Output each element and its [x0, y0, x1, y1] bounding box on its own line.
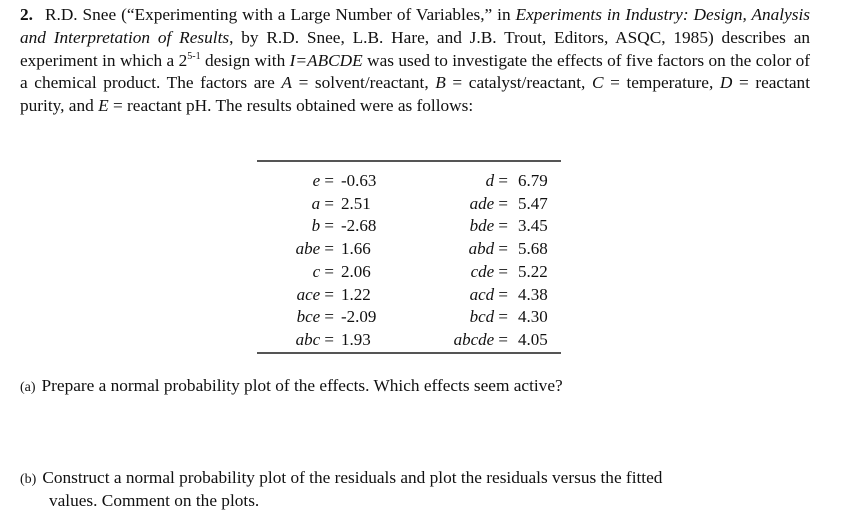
intro-text-2: , by R.D. Snee, L.B. Hare, and J.B. Trout, Editors, ASQC, 1985) describes an experiment in which a 2 — [20, 27, 810, 70]
equals-sign: = — [320, 261, 334, 281]
left-run-label — [257, 193, 334, 216]
right-run-value: 6.79 — [518, 171, 548, 190]
left-run-value: -2.68 — [341, 216, 377, 236]
right-run-label — [397, 261, 508, 284]
part-b-text-1: Construct a normal probability plot of the residuals and plot the residuals versus the fitted — [42, 468, 663, 487]
intro-text-7: = temperature, — [603, 73, 720, 93]
equals-sign: = — [494, 261, 508, 281]
right-run-value: 5.47 — [518, 193, 548, 213]
right-run-value: 5.68 — [518, 239, 548, 259]
intro-text-1: R.D. Snee (“Experimenting with a Large Number of Variables,” in — [44, 5, 516, 24]
treatment-combination: c — [312, 261, 321, 281]
treatment-combination: b — [311, 216, 321, 236]
treatment-combination: ace — [296, 284, 321, 304]
treatment-combination: bcd — [469, 307, 495, 327]
left-run-label — [257, 170, 334, 193]
right-run-label — [397, 238, 508, 261]
right-run-label — [397, 215, 508, 238]
intro-text-8: = reactant purity, and — [20, 73, 811, 116]
intro-text-3: design with — [200, 50, 290, 70]
left-run-label — [257, 284, 334, 307]
equals-sign: = — [494, 307, 508, 327]
intro-text-5: = solvent/reactant, — [291, 73, 436, 93]
right-run-label — [397, 193, 508, 216]
intro-text-9: = reactant pH. The results obtained were as follows: — [108, 96, 474, 116]
design-superscript: 5-1 — [187, 50, 201, 62]
equals-sign: = — [320, 239, 334, 259]
factor-e: E — [98, 96, 109, 116]
intro-text-4: was used to investigate the effects of five factors on the color of a chemical product. The factors are — [20, 50, 810, 93]
right-run-label — [397, 284, 508, 307]
treatment-combination: cde — [470, 261, 495, 281]
left-run-value: 2.06 — [341, 261, 371, 281]
right-run-label — [397, 170, 508, 193]
factor-d: D — [719, 73, 733, 93]
right-run-value: 4.38 — [518, 284, 548, 304]
defining-relation: I=ABCDE — [289, 50, 363, 70]
left-run-value: 1.22 — [341, 284, 371, 304]
left-run-label — [257, 329, 334, 352]
right-run-label — [397, 329, 508, 352]
problem-intro — [20, 4, 810, 118]
treatment-combination: acd — [469, 284, 495, 304]
left-run-label — [257, 215, 334, 238]
treatment-combination: d — [485, 171, 495, 190]
treatment-combination: abe — [295, 239, 321, 259]
part-b-label: (b) — [20, 472, 37, 487]
factor-b: B — [435, 73, 446, 93]
equals-sign: = — [320, 329, 334, 349]
factor-a: A — [281, 73, 292, 93]
right-run-value: 4.05 — [518, 329, 548, 349]
left-run-label — [257, 306, 334, 329]
treatment-combination: e — [312, 171, 321, 190]
right-run-label — [397, 306, 508, 329]
left-run-value: 2.51 — [341, 193, 371, 213]
left-run-value: 1.93 — [341, 329, 371, 349]
equals-sign: = — [494, 239, 508, 259]
right-run-value: 5.22 — [518, 261, 548, 281]
problem-number: 2. — [20, 5, 33, 24]
equals-sign: = — [494, 329, 508, 349]
equals-sign: = — [320, 193, 334, 213]
equals-sign: = — [320, 216, 334, 236]
factor-c: C — [591, 73, 604, 93]
equals-sign: = — [494, 171, 508, 190]
left-run-value: 1.66 — [341, 239, 371, 259]
treatment-combination: bde — [469, 216, 495, 236]
equals-sign: = — [320, 284, 334, 304]
equals-sign: = — [494, 216, 508, 236]
equals-sign: = — [320, 307, 334, 327]
part-a-label: (a) — [20, 380, 36, 395]
equals-sign: = — [494, 193, 508, 213]
treatment-combination: abd — [468, 239, 495, 259]
equals-sign: = — [320, 171, 334, 190]
equals-sign: = — [494, 284, 508, 304]
part-b — [20, 467, 820, 510]
treatment-combination: a — [311, 193, 321, 213]
part-a-text: Prepare a normal probability plot of the effects. Which effects seem active? — [41, 376, 563, 395]
treatment-combination: bce — [296, 307, 321, 327]
treatment-combination: abc — [295, 329, 321, 349]
left-run-label — [257, 261, 334, 284]
treatment-combination: abcde — [453, 329, 495, 349]
part-a — [20, 375, 820, 400]
intro-text-6: = catalyst/reactant, — [445, 73, 592, 93]
left-run-value: -2.09 — [341, 307, 377, 327]
right-run-value: 4.30 — [518, 307, 548, 327]
treatment-combination: ade — [469, 193, 495, 213]
book-title: Experiments in Industry: Design, Analysis and Interpretation of Results — [20, 5, 811, 47]
left-run-value: -0.63 — [341, 171, 377, 190]
part-b-text-2: values. Comment on the plots. — [49, 490, 260, 510]
results-table — [257, 160, 561, 354]
left-run-label — [257, 238, 334, 261]
right-run-value: 3.45 — [518, 216, 548, 236]
